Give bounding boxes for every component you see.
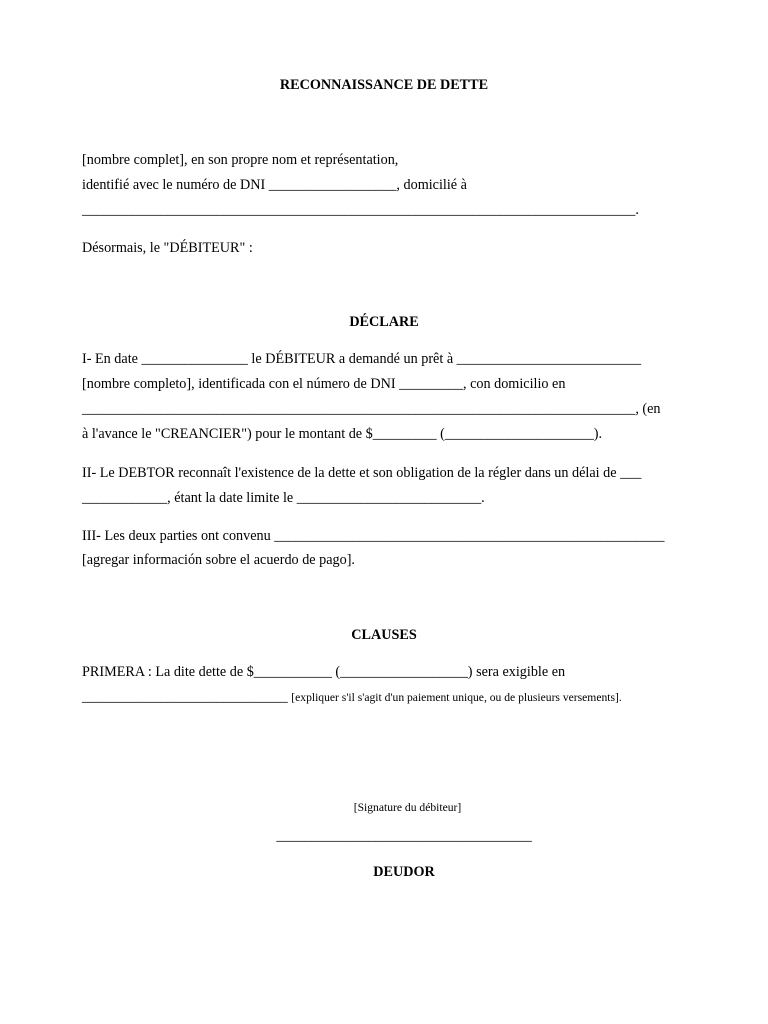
declare-p1-line-2: [nombre completo], identificada con el número de DNI _________, con domicilio en [82,376,566,392]
declare-p2-line-1: II- Le DEBTOR reconnaît l'existence de la dette et son obligation de la régler dans un délai de ___ [82,465,642,481]
declare-p1-line-1: I- En date _______________ le DÉBITEUR a demandé un prêt à __________________________ [82,351,642,367]
document-title: RECONNAISSANCE DE DETTE [279,77,489,93]
intro-line-3: ______________________________________________________________________________. [82,202,639,218]
intro-line-4: Désormais, le "DÉBITEUR" : [82,240,253,256]
signature-role: DEUDOR [373,864,435,880]
intro-line-1: [nombre complet], en son propre nom et représentation, [82,152,399,168]
declare-p1-line-4: à l'avance le "CREANCIER") pour le montant de $_________ (_____________________). [82,426,603,442]
clause-primera-line-1: PRIMERA : La dite dette de $___________ (__________________) sera exigible en [82,664,566,680]
declare-p3-line-1: III- Les deux parties ont convenu _______________________________________________________ [82,528,665,544]
declare-p3-line-2: [agregar información sobre el acuerdo de pago]. [82,552,355,568]
declare-p1-line-3: ______________________________________________________________________________, (en [82,401,661,417]
clause-primera-blank: _____________________________ [82,689,288,705]
signature-label: [Signature du débiteur] [353,801,462,814]
clause-primera-line-2 [82,689,622,706]
clause-primera-note: [expliquer s'il s'agit d'un paiement unique, ou de plusieurs versements]. [291,691,622,704]
declare-p2-line-2: ____________, étant la date limite le __________________________. [82,490,485,506]
intro-line-2: identifié avec le numéro de DNI __________________, domicilié à [82,177,467,193]
signature-line: ____________________________________ [276,828,532,844]
section-heading-declare: DÉCLARE [349,314,419,330]
section-heading-clauses: CLAUSES [351,627,417,643]
